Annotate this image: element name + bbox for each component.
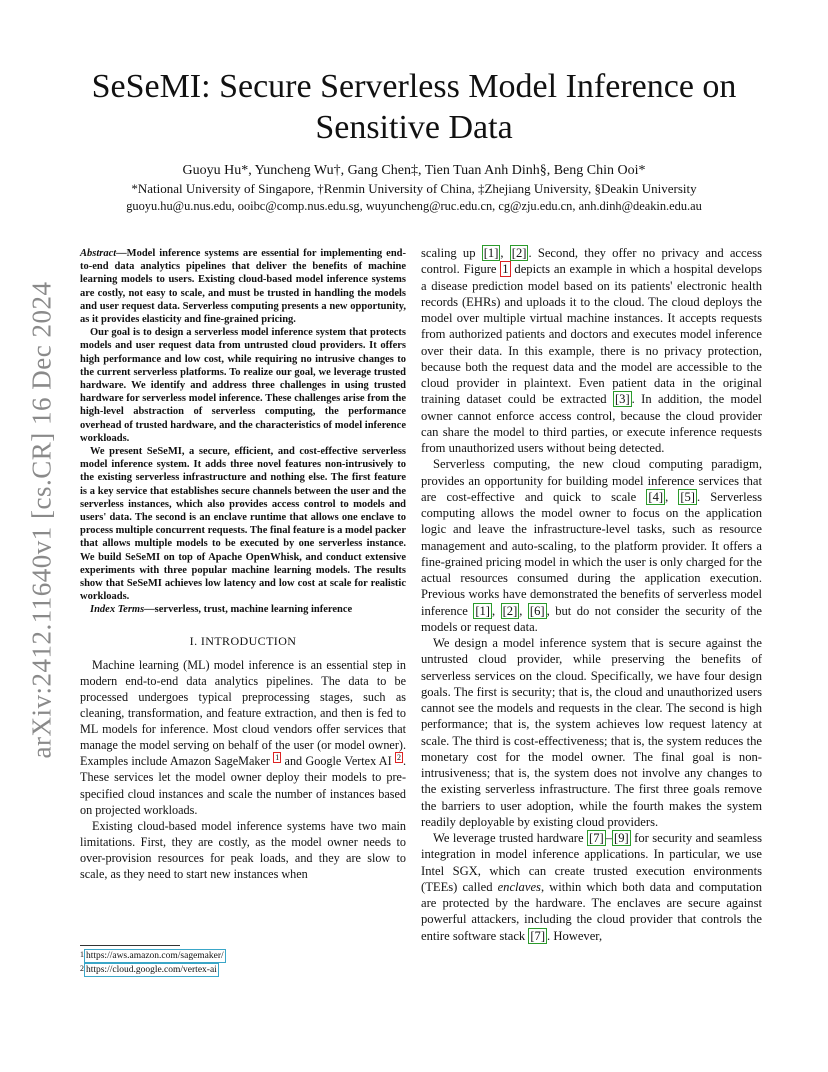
footnote-link-1[interactable]: 1: [275, 753, 280, 763]
rp2-b: ,: [665, 489, 679, 504]
index-terms-text: —serverless, trust, machine learning inference: [144, 604, 353, 616]
footnote-2-url[interactable]: https://cloud.google.com/vertex-ai: [85, 965, 217, 975]
footnote-2-number: 2: [80, 964, 84, 973]
rp2-f: , but do not consider the security of the models or request data.: [421, 603, 762, 634]
rp4-d: , within which both data and computation are protected by the hardware. The enclaves are secure against powerful attackers, including the cloud provider that controls the entire software stack: [421, 879, 762, 943]
abstract-text-1: —Model inference systems are essential for implementing end-to-end data analytics pipelines that deliver the benefits of machine learning models to users. Existing cloud-based model inference systems are costly, not easy to scale, and must be trusted in handling the models and user request data. Serverless computing presents a new opportunity, as it provides elasticity and fine-grained pricing.: [80, 248, 406, 326]
affiliations: *National University of Singapore, †Renmin University of China, ‡Zhejiang University, §Deakin University: [131, 181, 697, 196]
rp2-a: Serverless computing, the new cloud computing paradigm, provides an opportunity for building model inference services that are cost-effective and quick to scale: [421, 457, 762, 504]
intro-p1-text-b: and Google Vertex AI: [281, 754, 395, 769]
index-terms: [80, 603, 406, 616]
citation-link[interactable]: [1]: [483, 246, 499, 260]
intro-paragraph-1: [80, 657, 406, 818]
right-paragraph-1: [421, 245, 762, 456]
rp1-a: scaling up: [421, 246, 482, 260]
right-paragraph-4: [421, 830, 762, 944]
intro-paragraph-2: Existing cloud-based model inference systems have two main limitations. First, they are costly, as the model owner needs to over-provision resources for peak loads, and they are slow to scale, as they need to start new instances when: [80, 818, 406, 881]
rp1-c: . Second, they offer no privacy and access control. Figure: [421, 246, 762, 277]
arxiv-id-text: arXiv:2412.11640v1 [cs.CR] 16 Dec 2024: [26, 281, 57, 759]
rp2-d: ,: [492, 603, 501, 618]
abstract-paragraph-3: We present SeSeMI, a secure, efficient, and cost-effective serverless model inference system. It adds three novel features non-intrusively to the existing serverless infrastructure and nothing else. The first feature is a key service that establishes secure channels between the user and the serverless instances, which also provides access control to models and users' data. The second is an enclave runtime that allows one enclave to process multiple concurrent requests. The final feature is a model packer that allows multiple models to be executed by one serverless instance. We build SeSeMI on top of Apache OpenWhisk, and conduct extensive experiments with three popular machine learning models. The results show that SeSeMI achieves low latency and low cost at scale for realistic workloads.: [80, 446, 406, 603]
citation-link[interactable]: [2]: [511, 246, 527, 260]
author-list: Guoyu Hu*, Yuncheng Wu†, Gang Chen‡, Tien Tuan Anh Dinh§, Beng Chin Ooi*: [182, 163, 646, 178]
footnote-link-2[interactable]: 2: [396, 753, 401, 763]
footnote-divider: [80, 945, 180, 946]
footnote-1-url[interactable]: https://aws.amazon.com/sagemaker/: [85, 951, 224, 961]
footnote-2: [80, 963, 406, 977]
rp2-c: . Serverless computing allows the model owner to focus on the application logic and leave the infrastructure-level tasks, such as resource management and auto-scaling, to the platform provider. It offers a fine-grained pricing model in which the user is only charged for the actual resources consumed during the application execution. Previous works have demonstrated the benefits of serverless model inference: [421, 489, 763, 618]
abstract-paragraph-1: [80, 247, 406, 326]
rp4-e: . However,: [547, 928, 603, 943]
section-heading-introduction: I. INTRODUCTION: [189, 633, 297, 648]
citation-link[interactable]: [7]: [589, 831, 604, 845]
right-column: [421, 245, 762, 944]
citation-link[interactable]: [7]: [530, 928, 546, 943]
author-emails: guoyu.hu@u.nus.edu, ooibc@comp.nus.edu.sg, wuyuncheng@ruc.edu.cn, cg@zju.edu.cn, anh.dinh@deakin.edu.au: [126, 199, 702, 213]
rp1-d: depicts an example in which a hospital develops a disease prediction model based on its patients' electronic health records (EHRs) and uploads it to the cloud. The cloud deploys the model over multiple virtual machine instances. It accepts requests from authorized patients and doctors and executes model inference over their data. In this example, there is no privacy protection, because both the request data and the model are accessible to the cloud provider in plaintext. Even patient data in the original training dataset could be extracted: [421, 262, 762, 407]
footnotes: [80, 945, 406, 977]
intro-p1-text-c: . These services let the model owner deploy their models to pre-specified cloud instances and scale the number of instances based on projected workloads.: [80, 754, 407, 817]
rp4-a: We leverage trusted hardware: [433, 831, 588, 845]
left-column: [80, 247, 406, 882]
right-paragraph-2: [421, 456, 762, 635]
abstract-label: Abstract: [80, 248, 117, 259]
right-paragraph-3: We design a model inference system that is secure against the untrusted cloud provider, while preserving the benefits of serverless services on the cloud. Specifically, we have four design goals. The first is security; that is, the cloud and unauthorized users cannot see the models and requests in the clear. The second is high performance; that is, the system achieves low request latency at scale. The third is cost-effectiveness; that is, the system reduces the monetary cost for the model owner. The final goal is non-intrusiveness; that is, the system does not involve any changes to the existing serverless infrastructure. The first three goals remove the barriers to user adoption, while the fourth makes the system readily deployable by existing cloud providers.: [421, 636, 762, 829]
rp4-c: for security and seamless integration in model inference applications. In particular, we use Intel SGX, which can create trusted execution environments (TEEs) called: [421, 831, 762, 894]
citation-link[interactable]: [2]: [502, 603, 518, 618]
abstract: [80, 247, 406, 603]
arxiv-identifier: [12, 280, 72, 760]
introduction-left-body: [80, 657, 406, 882]
citation-link[interactable]: [6]: [529, 603, 545, 618]
rp4-b: –: [605, 831, 613, 845]
citation-link[interactable]: [9]: [614, 831, 629, 845]
citation-link[interactable]: [1]: [475, 603, 490, 618]
paper-title: SeSeMI: Secure Serverless Model Inference on Sensitive Data: [91, 68, 737, 146]
abstract-paragraph-2: Our goal is to design a serverless model inference system that protects models and user request data from untrusted cloud providers. It offers high performance and low cost, while requiring no intrusive changes to the current serverless platforms. To realize our goal, we leverage trusted hardware. We identify and address three challenges in using trusted hardware for serverless model inference. These challenges arise from the high-level abstraction of serverless computing, the performance overhead of trusted hardware, and the characteristics of model inference workloads.: [80, 327, 406, 444]
footnote-1: [80, 949, 406, 963]
footnote-1-number: 1: [80, 950, 84, 959]
rp1-e: . In addition, the model owner cannot enforce access control, because the cloud provider can share the model to third parties, or execute inference requests from unauthorized users without being detected.: [421, 392, 763, 455]
rp1-b: ,: [500, 246, 510, 260]
rp2-e: ,: [519, 603, 528, 618]
citation-link[interactable]: [5]: [680, 489, 695, 504]
figure-link[interactable]: 1: [502, 262, 509, 277]
citation-link[interactable]: [4]: [648, 489, 664, 504]
citation-link[interactable]: [3]: [614, 392, 630, 407]
intro-p1-text-a: Machine learning (ML) model inference is an essential step in modern end-to-end data analytics pipelines. The data to be processed undergoes typical preprocessing stages, such as cleaning, transformation, and feature extraction, and then is fed to ML models for inference. Most cloud vendors offer services that manage the model serving on behalf of the user (or model owner). Examples include Amazon SageMaker: [80, 657, 406, 769]
index-terms-label: Index Terms: [90, 604, 145, 616]
rp4-emphasis: enclaves: [497, 879, 541, 894]
